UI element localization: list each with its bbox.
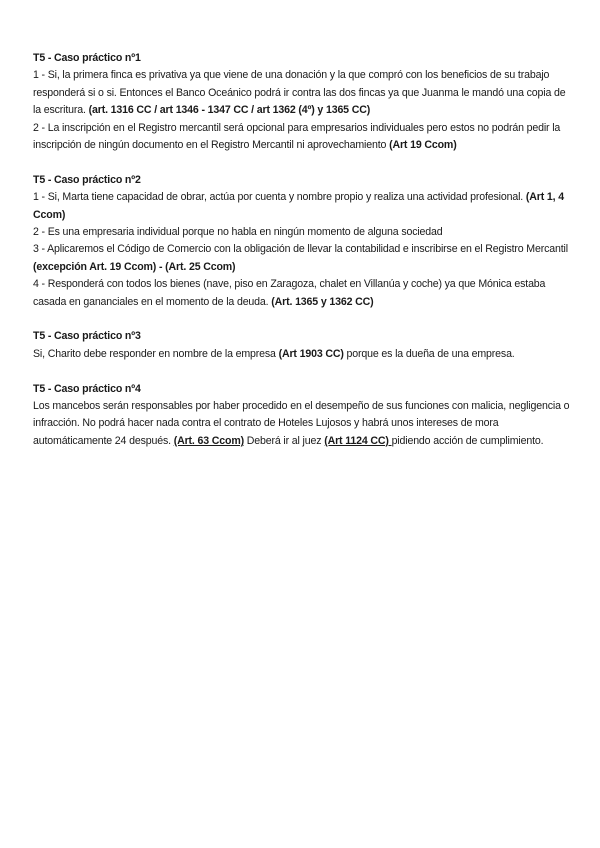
case-title: T5 - Caso práctico nº2	[33, 173, 141, 186]
paragraph-text: 1 - Si, la primera finca es privativa ya que viene de una donación y la que compró con los beneficios de su trabajo responderá si o si. Entonces el Banco Oceánico podrá ir contra las dos fincas ya que Juanma le mandó una copia de la escritura.	[33, 69, 566, 117]
paragraph-text: porque es la dueña de una empresa.	[343, 347, 515, 360]
document-page	[33, 50, 571, 468]
legal-reference: (Art 1903 CC)	[278, 347, 344, 360]
paragraph-text: 2 - Es una empresaria individual porque no habla en ningún momento de alguna sociedad	[33, 226, 443, 239]
case-section	[33, 328, 571, 363]
case-section	[33, 172, 571, 311]
legal-reference: (excepción Art. 19 Ccom) - (Art. 25 Ccom)	[33, 260, 236, 273]
paragraph-text: 2 - La inscripción en el Registro mercantil será opcional para empresarios individuales pero estos no podrán pedir la inscripción de ningún documento en el Registro Mercantil ni aprovechamiento	[33, 121, 561, 152]
case-paragraph	[33, 189, 571, 224]
legal-reference: (Art. 1365 y 1362 CC)	[271, 295, 374, 308]
legal-reference: (Art 1, 4 Ccom)	[33, 191, 564, 221]
case-paragraph	[33, 398, 571, 450]
paragraph-text: 4 - Responderá con todos los bienes (nave, piso en Zaragoza, chalet en Villanúa y coche) ya que Mónica estaba casada en gananciales en el momento de la deuda.	[33, 278, 546, 308]
case-title: T5 - Caso práctico nº3	[33, 330, 141, 343]
paragraph-text: Si, Charito debe responder en nombre de la empresa	[33, 347, 279, 360]
legal-reference-link[interactable]: (Art. 63 Ccom)	[173, 434, 244, 447]
legal-reference: (art. 1316 CC / art 1346 - 1347 CC / art 1362 (4º) y 1365 CC)	[88, 104, 371, 117]
legal-reference: (Art 19 Ccom)	[389, 139, 457, 152]
case-paragraph	[33, 67, 571, 119]
paragraph-text: pidiendo acción de cumplimiento.	[391, 434, 544, 447]
case-title: T5 - Caso práctico nº1	[33, 52, 141, 64]
case-title: T5 - Caso práctico nº4	[33, 382, 141, 395]
case-section	[33, 50, 571, 154]
paragraph-text: 3 - Aplicaremos el Código de Comercio con la obligación de llevar la contabilidad e inscribirse en el Registro Mercantil	[33, 243, 568, 256]
legal-reference-link[interactable]: (Art 1124 CC)	[324, 434, 392, 447]
paragraph-text: Deberá ir al juez	[244, 434, 325, 447]
case-section	[33, 381, 571, 451]
case-paragraph	[33, 276, 571, 311]
case-paragraph	[33, 241, 571, 276]
case-paragraph	[33, 224, 571, 241]
case-paragraph	[33, 120, 571, 155]
paragraph-text: Los mancebos serán responsables por haber procedido en el desempeño de sus funciones con malicia, negligencia o infracción. No podrá hacer nada contra el contrato de Hoteles Lujosos y habrá unos intereses de mora automáticamente 24 después.	[33, 400, 570, 447]
case-paragraph	[33, 346, 571, 363]
paragraph-text: 1 - Si, Marta tiene capacidad de obrar, actúa por cuenta y nombre propio y realiza una actividad profesional.	[33, 191, 526, 204]
